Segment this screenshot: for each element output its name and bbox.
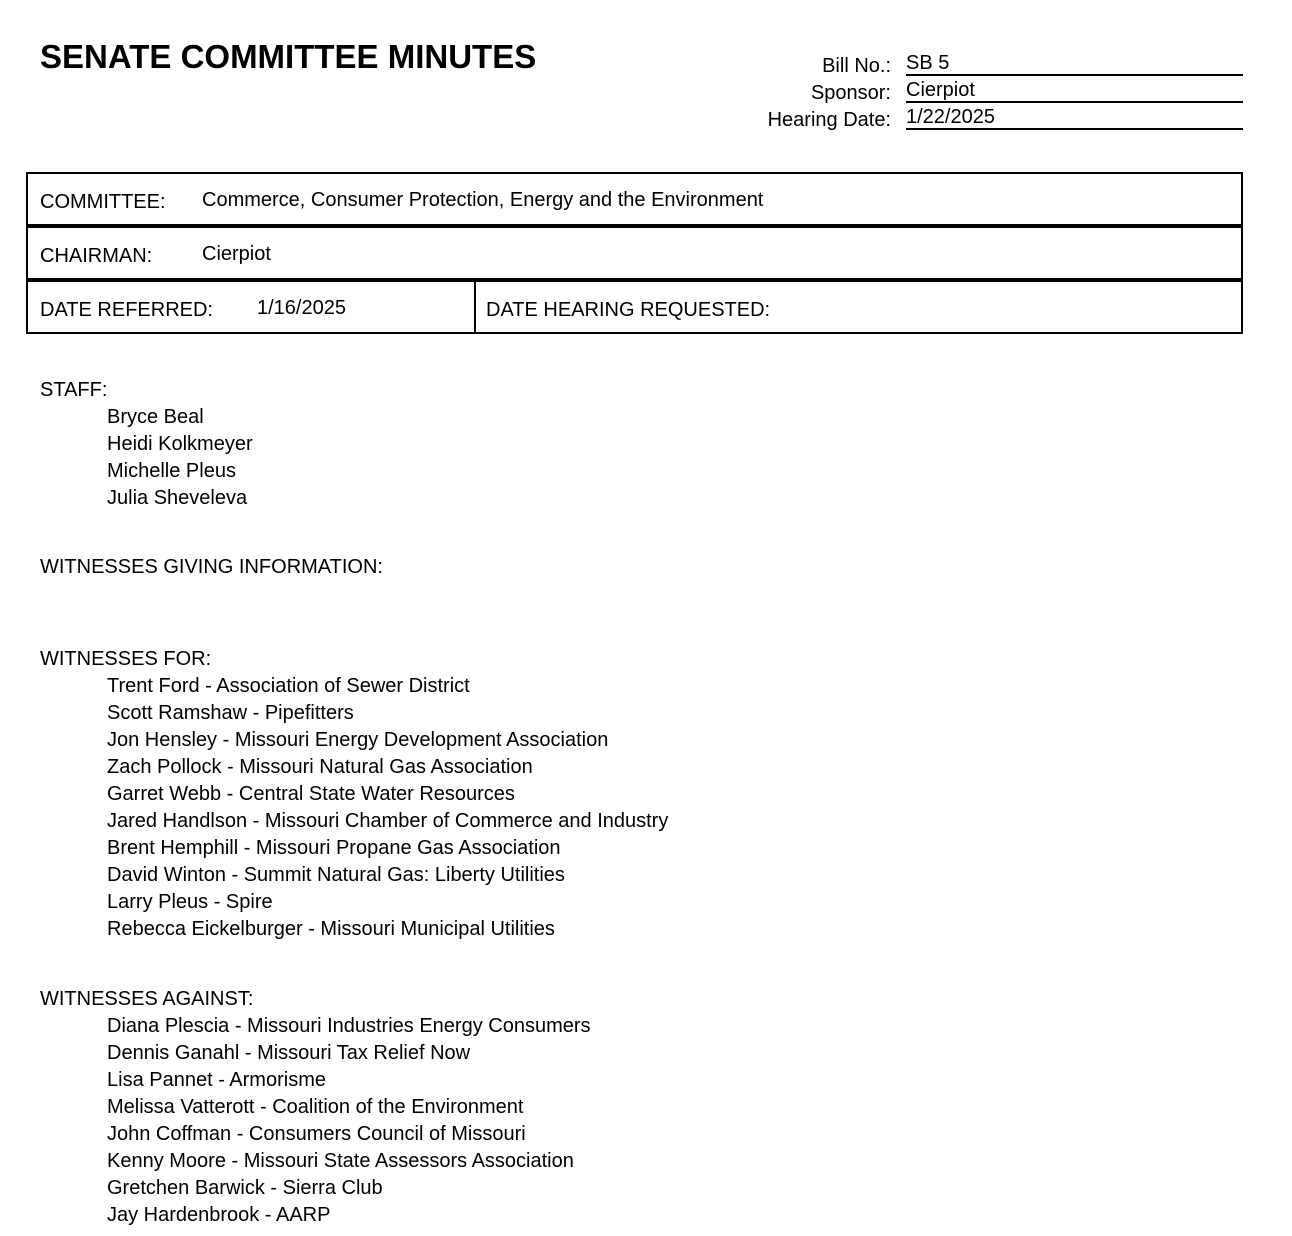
list-item: Garret Webb - Central State Water Resources [107,783,515,805]
chairman-box [26,226,1243,280]
witnesses-against-section [40,986,591,1229]
hearing-date-value: 1/22/2025 [906,106,1243,130]
list-item: Zach Pollock - Missouri Natural Gas Association [107,756,533,778]
sponsor-value: Cierpiot [906,79,1243,103]
bill-info [740,52,1244,133]
list-item: Heidi Kolkmeyer [107,433,253,455]
list-item: Trent Ford - Association of Sewer District [107,675,470,697]
witnesses-info-section [40,554,383,581]
date-referred-label: DATE REFERRED: [40,299,213,321]
hearing-date-label: Hearing Date: [767,109,891,131]
staff-list [40,404,253,512]
bill-no-row [740,52,1244,79]
committee-row [28,174,1241,224]
committee-value: Commerce, Consumer Protection, Energy and the Environment [202,189,764,211]
witnesses-for-heading: WITNESSES FOR: [40,648,212,670]
bill-no-value: SB 5 [906,52,1243,76]
bill-no-label: Bill No.: [822,55,891,77]
chairman-value: Cierpiot [202,243,271,265]
staff-heading: STAFF: [40,379,108,401]
date-referred-value: 1/16/2025 [257,297,346,319]
list-item: David Winton - Summit Natural Gas: Liberty Utilities [107,864,565,886]
page-title: SENATE COMMITTEE MINUTES [40,38,537,75]
witnesses-against-heading: WITNESSES AGAINST: [40,988,254,1010]
list-item: Lisa Pannet - Armorisme [107,1069,326,1091]
list-item: Kenny Moore - Missouri State Assessors Association [107,1150,574,1172]
list-item: Rebecca Eickelburger - Missouri Municipal Utilities [107,918,555,940]
committee-label: COMMITTEE: [40,191,166,213]
list-item: Dennis Ganahl - Missouri Tax Relief Now [107,1042,471,1064]
date-hearing-requested-label: DATE HEARING REQUESTED: [486,299,771,321]
dates-box [26,280,1243,334]
list-item: Jay Hardenbrook - AARP [107,1204,331,1226]
list-item: Melissa Vatterott - Coalition of the Environment [107,1096,524,1118]
witnesses-info-heading: WITNESSES GIVING INFORMATION: [40,556,383,578]
list-item: Scott Ramshaw - Pipefitters [107,702,354,724]
hearing-date-row [740,106,1244,133]
list-item: Jared Handlson - Missouri Chamber of Commerce and Industry [107,810,669,832]
list-item: John Coffman - Consumers Council of Missouri [107,1123,526,1145]
committee-box [26,172,1243,226]
chairman-label: CHAIRMAN: [40,245,153,267]
list-item: Gretchen Barwick - Sierra Club [107,1177,383,1199]
sponsor-row [740,79,1244,106]
list-item: Bryce Beal [107,406,204,428]
witnesses-for-section [40,646,668,943]
column-divider [474,282,476,332]
witnesses-for-list [40,673,668,943]
list-item: Diana Plescia - Missouri Industries Energy Consumers [107,1015,591,1037]
list-item: Julia Sheveleva [107,487,248,509]
witnesses-against-list [40,1013,591,1229]
list-item: Brent Hemphill - Missouri Propane Gas Association [107,837,561,859]
list-item: Michelle Pleus [107,460,236,482]
staff-section [40,377,253,512]
dates-row [28,282,1241,332]
list-item: Larry Pleus - Spire [107,891,273,913]
list-item: Jon Hensley - Missouri Energy Development Association [107,729,609,751]
sponsor-label: Sponsor: [810,82,891,104]
chairman-row [28,228,1241,278]
